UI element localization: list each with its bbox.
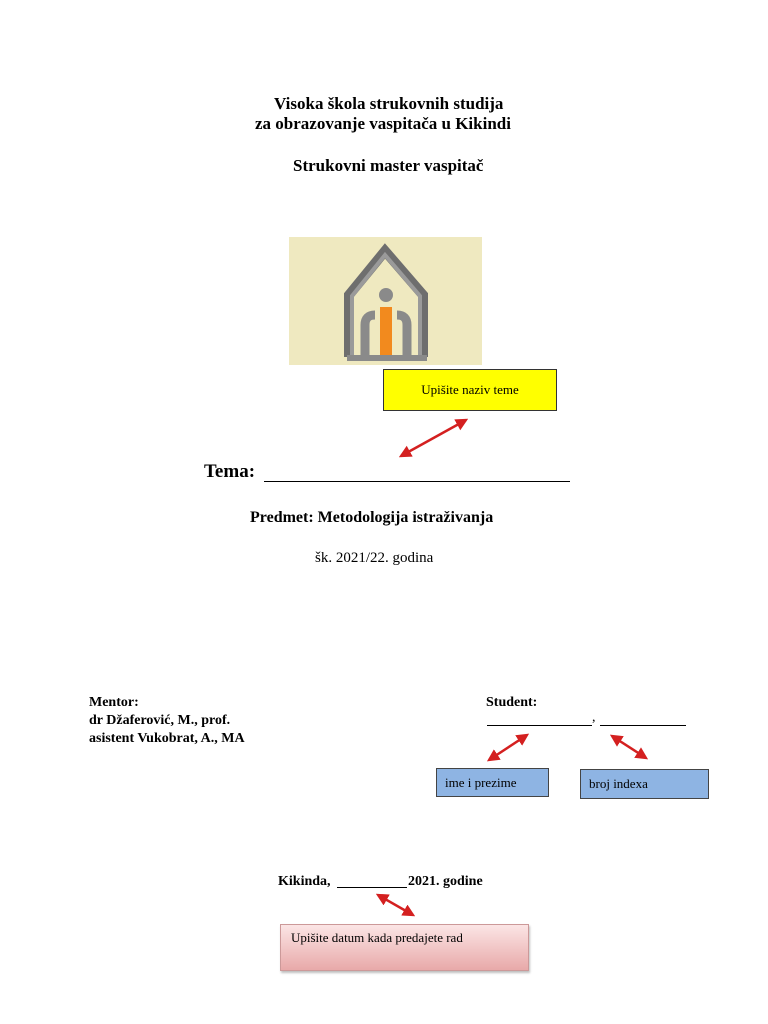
tema-label: Tema: xyxy=(204,461,256,482)
index-arrow-icon xyxy=(612,736,646,758)
school-year: šk. 2021/22. godina xyxy=(315,550,434,566)
tema-fill-line[interactable] xyxy=(264,481,570,482)
subject-title: Predmet: Metodologija istraživanja xyxy=(250,509,494,526)
institution-name: Visoka škola strukovnih studija xyxy=(274,94,504,113)
name-arrow-icon xyxy=(489,735,527,760)
mentor-block xyxy=(89,694,245,748)
assistant-name: asistent Vukobrat, A., MA xyxy=(89,731,245,746)
date-callout: Upišite datum kada predajete rad xyxy=(280,924,529,971)
mentor-label: Mentor: xyxy=(89,695,139,710)
mentor-name: dr Džaferović, M., prof. xyxy=(89,713,231,728)
topic-arrow-icon xyxy=(401,420,466,456)
student-label: Student: xyxy=(486,695,538,710)
student-index-line[interactable] xyxy=(600,725,686,726)
index-callout: broj indexa xyxy=(580,769,709,799)
program-name: Strukovni master vaspitač xyxy=(293,156,484,175)
student-comma: , xyxy=(592,710,596,725)
place-label: Kikinda, xyxy=(278,874,331,889)
date-fill-line[interactable] xyxy=(337,887,407,888)
student-name-line[interactable] xyxy=(487,725,592,726)
institution-subtitle: za obrazovanje vaspitača u Kikindi xyxy=(255,114,511,133)
name-callout: ime i prezime xyxy=(436,768,549,797)
topic-callout: Upišite naziv teme xyxy=(383,369,557,411)
year-label: 2021. godine xyxy=(408,874,483,889)
date-arrow-icon xyxy=(378,895,413,915)
